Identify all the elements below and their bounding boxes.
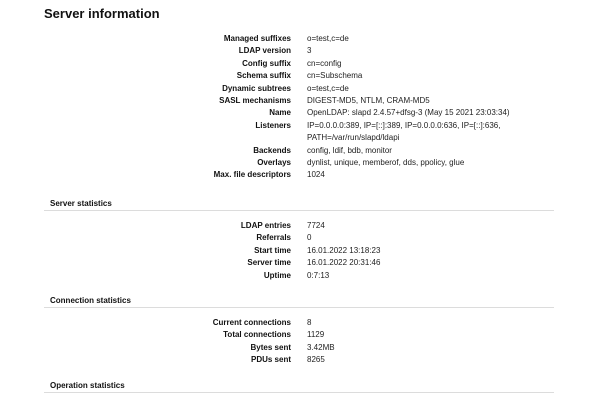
info-row-dynamic-subtrees	[0, 83, 600, 95]
conn-value: 1129	[307, 330, 325, 340]
info-value: cn=Subschema	[307, 71, 363, 81]
info-row-ldap-version	[0, 45, 600, 57]
info-label: Schema suffix	[236, 71, 291, 81]
stat-value: 7724	[307, 221, 325, 230]
stat-row-server-time	[0, 257, 600, 269]
stat-row-ldap-entries	[0, 220, 600, 232]
stat-value: 0	[307, 233, 312, 243]
info-value: cn=config	[307, 58, 342, 68]
info-row-backends	[0, 145, 600, 157]
info-value: 3	[307, 46, 312, 56]
conn-row-pdus-sent	[0, 354, 600, 366]
stat-row-start-time	[0, 245, 600, 257]
info-row-schema-suffix	[0, 70, 600, 82]
connection-statistics-header	[44, 294, 554, 308]
info-row-name	[0, 107, 600, 119]
info-label: Managed suffixes	[223, 34, 291, 43]
info-value: OpenLDAP: slapd 2.4.57+dfsg-3 (May 15 2021 23:03:34)	[307, 108, 510, 118]
info-value: config, ldif, bdb, monitor	[307, 145, 392, 155]
stat-label: Referrals	[256, 233, 291, 243]
conn-value: 8	[307, 318, 312, 327]
info-label: Backends	[253, 145, 291, 155]
server-statistics-header	[44, 197, 554, 211]
stat-label: Server time	[247, 258, 291, 268]
conn-value: 3.42MB	[307, 342, 335, 352]
info-label: Overlays	[257, 158, 291, 168]
conn-value: 8265	[307, 355, 325, 365]
stat-row-referrals	[0, 232, 600, 244]
info-value: o=test,c=de	[307, 83, 349, 93]
conn-label: PDUs sent	[250, 355, 291, 365]
info-row-config-suffix	[0, 58, 600, 70]
stat-label: LDAP entries	[240, 221, 291, 230]
conn-row-bytes-sent	[0, 342, 600, 354]
stat-value: 16.01.2022 13:18:23	[307, 245, 381, 255]
section-title: Operation statistics	[44, 379, 554, 393]
info-value: DIGEST-MD5, NTLM, CRAM-MD5	[307, 96, 430, 106]
info-row-listeners	[0, 120, 600, 145]
info-label: Listeners	[255, 120, 291, 130]
stat-label: Start time	[254, 245, 291, 255]
info-row-max-file-descriptors	[0, 169, 600, 181]
info-label: Config suffix	[242, 58, 291, 68]
stat-row-uptime	[0, 270, 600, 282]
info-label: Dynamic subtrees	[222, 83, 291, 93]
conn-label: Total connections	[223, 330, 291, 340]
info-value: IP=0.0.0.0:389, IP=[::]:389, IP=0.0.0.0:636, IP=[::]:636, PATH=/var/run/slapd/ldapi	[307, 120, 501, 143]
info-row-overlays	[0, 157, 600, 169]
conn-row-current-connections	[0, 317, 600, 329]
info-row-sasl-mechanisms	[0, 95, 600, 107]
server-statistics-list	[0, 220, 600, 282]
info-label: SASL mechanisms	[219, 96, 291, 106]
operation-statistics-header	[44, 379, 554, 393]
section-title: Connection statistics	[44, 294, 554, 308]
conn-row-total-connections	[0, 329, 600, 341]
connection-statistics-list	[0, 317, 600, 367]
info-label: LDAP version	[238, 46, 291, 56]
stat-value: 0:7:13	[307, 270, 330, 280]
info-row-managed-suffixes	[0, 33, 600, 45]
stat-label: Uptime	[263, 270, 291, 280]
info-value: o=test,c=de	[307, 34, 349, 43]
section-title: Server statistics	[44, 197, 554, 211]
server-info-list	[0, 33, 600, 182]
conn-label: Current connections	[212, 318, 291, 327]
info-label: Max. file descriptors	[213, 170, 291, 180]
conn-label: Bytes sent	[250, 342, 291, 352]
page-title: Server information	[44, 6, 160, 21]
info-value: 1024	[307, 170, 325, 180]
stat-value: 16.01.2022 20:31:46	[307, 258, 381, 268]
info-label: Name	[269, 108, 291, 118]
info-value: dynlist, unique, memberof, dds, ppolicy, glue	[307, 158, 465, 168]
